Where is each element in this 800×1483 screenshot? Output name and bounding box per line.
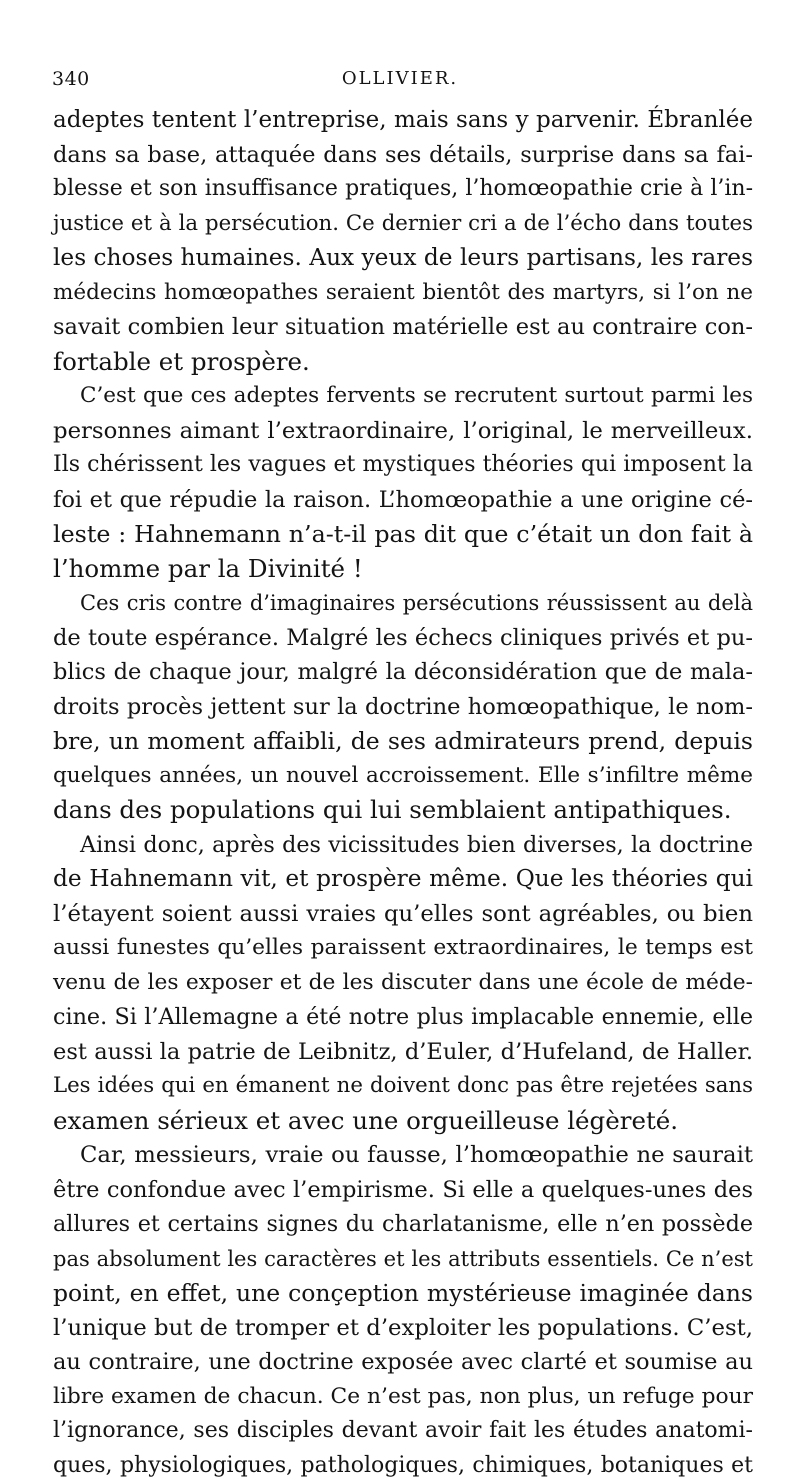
text-line: Ces cris contre d’imaginaires persécutions réussissent au delà: [53, 586, 753, 621]
text-line: ques, physiologiques, pathologiques, chimiques, botaniques et: [53, 1449, 753, 1483]
text-line: foi et que répudie la raison. L’homœopathie a une origine cé-: [53, 483, 753, 518]
text-line: allures et certains signes du charlatanisme, elle n’en possède: [53, 1207, 753, 1242]
text-line: cine. Si l’Allemagne a été notre plus implacable ennemie, elle: [53, 1000, 753, 1035]
text-line: examen sérieux et avec une orgueilleuse légèreté.: [53, 1104, 753, 1139]
text-line: l’homme par la Divinité !: [53, 552, 753, 587]
text-line: droits procès jettent sur la doctrine homœopathique, le nom-: [53, 690, 753, 725]
text-line: l’étayent soient aussi vraies qu’elles sont agréables, ou bien: [53, 897, 753, 932]
text-line: être confondue avec l’empirisme. Si elle a quelques-unes des: [53, 1173, 753, 1208]
text-line: personnes aimant l’extraordinaire, l’original, le merveilleux.: [53, 414, 753, 449]
text-line: point, en effet, une conçeption mystérieuse imaginée dans: [53, 1276, 753, 1311]
text-line: pas absolument les caractères et les attributs essentiels. Ce n’est: [53, 1242, 753, 1277]
text-line: Les idées qui en émanent ne doivent donc pas être rejetées sans: [53, 1069, 753, 1104]
text-line: venu de les exposer et de les discuter dans une école de méde-: [53, 966, 753, 1001]
page-number: 340: [52, 68, 90, 90]
text-line: blics de chaque jour, malgré la déconsidération que de mala-: [53, 655, 753, 690]
text-line: justice et à la persécution. Ce dernier cri a de l’écho dans toutes: [53, 207, 753, 242]
text-line: médecins homœopathes seraient bientôt des martyrs, si l’on ne: [53, 276, 753, 311]
text-line: adeptes tentent l’entreprise, mais sans y parvenir. Ébranlée: [53, 103, 753, 138]
text-line: est aussi la patrie de Leibnitz, d’Euler, d’Hufeland, de Haller.: [53, 1035, 753, 1070]
text-line: aussi funestes qu’elles paraissent extraordinaires, le temps est: [53, 931, 753, 966]
running-title: OLLIVIER.: [50, 68, 750, 89]
text-line: savait combien leur situation matérielle est au contraire con-: [53, 310, 753, 345]
text-line: quelques années, un nouvel accroissement. Elle s’infiltre même: [53, 759, 753, 794]
text-line: libre examen de chacun. Ce n’est pas, non plus, un refuge pour: [53, 1380, 753, 1415]
text-line: blesse et son insuffisance pratiques, l’homœopathie crie à l’in-: [53, 172, 753, 207]
text-line: dans sa base, attaquée dans ses détails, surprise dans sa fai-: [53, 138, 753, 173]
text-line: dans des populations qui lui semblaient antipathiques.: [53, 793, 753, 828]
text-line: de toute espérance. Malgré les échecs cliniques privés et pu-: [53, 621, 753, 656]
text-line: l’unique but de tromper et d’exploiter les populations. C’est,: [53, 1311, 753, 1346]
text-line: C’est que ces adeptes fervents se recrutent surtout parmi les: [53, 379, 753, 414]
text-line: Car, messieurs, vraie ou fausse, l’homœopathie ne saurait: [53, 1138, 753, 1173]
text-line: Ainsi donc, après des vicissitudes bien diverses, la doctrine: [53, 828, 753, 863]
text-line: fortable et prospère.: [53, 345, 753, 380]
text-line: de Hahnemann vit, et prospère même. Que les théories qui: [53, 862, 753, 897]
text-line: les choses humaines. Aux yeux de leurs partisans, les rares: [53, 241, 753, 276]
text-line: bre, un moment affaibli, de ses admirateurs prend, depuis: [53, 724, 753, 759]
text-line: Ils chérissent les vagues et mystiques théories qui imposent la: [53, 448, 753, 483]
body-text: [53, 103, 753, 1483]
text-line: au contraire, une doctrine exposée avec clarté et soumise au: [53, 1345, 753, 1380]
text-line: leste : Hahnemann n’a-t-il pas dit que c’était un don fait à: [53, 517, 753, 552]
running-header: [50, 68, 750, 98]
text-line: l’ignorance, ses disciples devant avoir fait les études anatomi-: [53, 1414, 753, 1449]
